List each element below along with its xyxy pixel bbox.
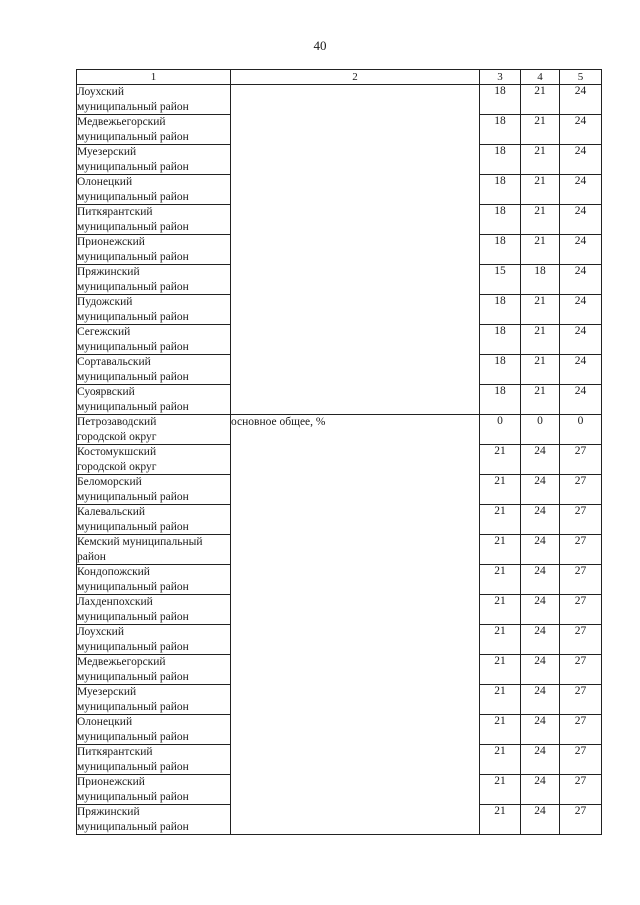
value-cell: 27	[560, 445, 602, 475]
district-name-cell	[77, 775, 231, 805]
district-name-line: муниципальный район	[77, 190, 189, 203]
value-cell: 27	[560, 475, 602, 505]
district-name-line: муниципальный район	[77, 220, 189, 233]
district-name-cell	[77, 715, 231, 745]
value-cell: 18	[480, 145, 521, 175]
value-cell: 18	[480, 205, 521, 235]
category-cell	[231, 85, 480, 415]
column-header: 1	[77, 70, 231, 85]
value-cell: 21	[480, 655, 521, 685]
district-name-line: Петрозаводский	[77, 416, 157, 428]
value-cell: 27	[560, 535, 602, 565]
district-name-line: Лоухский	[77, 86, 124, 98]
district-name-line: муниципальный район	[77, 640, 189, 653]
category-cell: основное общее, %	[231, 415, 480, 835]
value-cell: 21	[521, 355, 560, 385]
district-name-line: Муезерский	[77, 686, 137, 698]
district-name-cell	[77, 685, 231, 715]
column-header: 3	[480, 70, 521, 85]
district-name-cell	[77, 385, 231, 415]
value-cell: 24	[521, 445, 560, 475]
value-cell: 27	[560, 775, 602, 805]
district-name-line: муниципальный район	[77, 520, 189, 533]
district-name-line: муниципальный район	[77, 490, 189, 503]
district-name-cell	[77, 475, 231, 505]
district-name-line: муниципальный район	[77, 790, 189, 803]
value-cell: 21	[521, 385, 560, 415]
value-cell: 18	[480, 175, 521, 205]
value-cell: 21	[480, 685, 521, 715]
value-cell: 27	[560, 745, 602, 775]
value-cell: 24	[560, 175, 602, 205]
value-cell: 21	[480, 565, 521, 595]
district-name-line: Сегежский	[77, 326, 131, 338]
value-cell: 24	[521, 535, 560, 565]
header-row	[77, 70, 602, 85]
district-name-line: муниципальный район	[77, 160, 189, 173]
value-cell: 21	[480, 715, 521, 745]
district-name-line: Беломорский	[77, 476, 142, 488]
value-cell: 24	[560, 265, 602, 295]
district-name-line: Сортавальский	[77, 356, 151, 368]
value-cell: 24	[560, 235, 602, 265]
district-name-line: Олонецкий	[77, 716, 133, 728]
value-cell: 21	[480, 745, 521, 775]
value-cell: 18	[480, 355, 521, 385]
value-cell: 24	[560, 325, 602, 355]
district-name-line: Суоярвский	[77, 386, 135, 398]
district-name-cell	[77, 415, 231, 445]
district-name-line: муниципальный район	[77, 700, 189, 713]
value-cell: 24	[521, 595, 560, 625]
value-cell: 21	[480, 535, 521, 565]
value-cell: 21	[521, 295, 560, 325]
value-cell: 24	[521, 775, 560, 805]
value-cell: 21	[480, 445, 521, 475]
district-name-cell	[77, 445, 231, 475]
value-cell: 27	[560, 805, 602, 835]
district-name-line: муниципальный район	[77, 820, 189, 833]
district-name-line: Прионежский	[77, 236, 145, 248]
district-name-cell	[77, 235, 231, 265]
value-cell: 21	[521, 175, 560, 205]
district-name-line: Пряжинский	[77, 806, 140, 818]
district-name-line: муниципальный район	[77, 250, 189, 263]
data-table	[76, 69, 602, 835]
value-cell: 15	[480, 265, 521, 295]
district-name-cell	[77, 595, 231, 625]
value-cell: 21	[521, 85, 560, 115]
district-name-cell	[77, 535, 231, 565]
value-cell: 18	[480, 295, 521, 325]
district-name-cell	[77, 265, 231, 295]
district-name-cell	[77, 745, 231, 775]
value-cell: 27	[560, 595, 602, 625]
value-cell: 21	[480, 805, 521, 835]
district-name-line: муниципальный район	[77, 280, 189, 293]
table-row	[77, 85, 602, 115]
district-name-cell	[77, 295, 231, 325]
value-cell: 27	[560, 655, 602, 685]
value-cell: 24	[521, 505, 560, 535]
value-cell: 24	[560, 295, 602, 325]
district-name-line: муниципальный район	[77, 370, 189, 383]
value-cell: 27	[560, 565, 602, 595]
value-cell: 18	[480, 85, 521, 115]
district-name-line: муниципальный район	[77, 400, 189, 413]
district-name-line: муниципальный район	[77, 610, 189, 623]
value-cell: 24	[521, 805, 560, 835]
district-name-line: городской округ	[77, 430, 157, 443]
district-name-line: Медвежьегорский	[77, 656, 166, 668]
value-cell: 27	[560, 505, 602, 535]
district-name-line: муниципальный район	[77, 730, 189, 743]
district-name-line: муниципальный район	[77, 580, 189, 593]
value-cell: 24	[521, 475, 560, 505]
district-name-line: муниципальный район	[77, 130, 189, 143]
district-name-cell	[77, 625, 231, 655]
value-cell: 24	[560, 205, 602, 235]
district-name-line: муниципальный район	[77, 100, 189, 113]
district-name-line: городской округ	[77, 460, 157, 473]
district-name-line: Прионежский	[77, 776, 145, 788]
value-cell: 24	[521, 745, 560, 775]
value-cell: 18	[480, 115, 521, 145]
district-name-cell	[77, 325, 231, 355]
value-cell: 18	[480, 325, 521, 355]
value-cell: 21	[521, 115, 560, 145]
district-name-line: Лахденпохский	[77, 596, 153, 608]
district-name-cell	[77, 355, 231, 385]
value-cell: 24	[560, 355, 602, 385]
page-number: 40	[313, 38, 327, 53]
district-name-cell	[77, 805, 231, 835]
value-cell: 24	[521, 685, 560, 715]
value-cell: 24	[521, 625, 560, 655]
table-row	[77, 415, 602, 445]
value-cell: 24	[521, 655, 560, 685]
value-cell: 24	[521, 565, 560, 595]
value-cell: 21	[480, 775, 521, 805]
district-name-line: Кемский муниципальный	[77, 536, 203, 548]
value-cell: 21	[480, 625, 521, 655]
value-cell: 27	[560, 625, 602, 655]
district-name-line: муниципальный район	[77, 310, 189, 323]
value-cell: 18	[480, 385, 521, 415]
column-header: 5	[560, 70, 602, 85]
district-name-line: Пряжинский	[77, 266, 140, 278]
district-name-cell	[77, 505, 231, 535]
district-name-line: Пудожский	[77, 296, 133, 308]
value-cell: 0	[521, 415, 560, 445]
district-name-cell	[77, 205, 231, 235]
district-name-line: Медвежьегорский	[77, 116, 166, 128]
column-header: 4	[521, 70, 560, 85]
value-cell: 21	[521, 205, 560, 235]
district-name-line: район	[77, 550, 106, 563]
district-name-line: Кондопожский	[77, 566, 150, 578]
value-cell: 24	[560, 145, 602, 175]
value-cell: 24	[560, 385, 602, 415]
district-name-line: Калевальский	[77, 506, 146, 518]
value-cell: 0	[560, 415, 602, 445]
district-name-line: муниципальный район	[77, 670, 189, 683]
value-cell: 21	[521, 235, 560, 265]
value-cell: 24	[560, 115, 602, 145]
value-cell: 24	[560, 85, 602, 115]
value-cell: 24	[521, 715, 560, 745]
column-header: 2	[231, 70, 480, 85]
value-cell: 0	[480, 415, 521, 445]
district-name-cell	[77, 565, 231, 595]
value-cell: 18	[480, 235, 521, 265]
value-cell: 21	[480, 475, 521, 505]
value-cell: 27	[560, 685, 602, 715]
district-name-line: Муезерский	[77, 146, 137, 158]
value-cell: 21	[480, 505, 521, 535]
district-name-line: Костомукшский	[77, 446, 157, 458]
district-name-cell	[77, 175, 231, 205]
value-cell: 21	[480, 595, 521, 625]
district-name-line: Питкярантский	[77, 746, 153, 758]
district-name-line: Лоухский	[77, 626, 124, 638]
district-name-cell	[77, 115, 231, 145]
district-name-line: муниципальный район	[77, 340, 189, 353]
value-cell: 18	[521, 265, 560, 295]
district-name-cell	[77, 85, 231, 115]
value-cell: 27	[560, 715, 602, 745]
district-name-cell	[77, 655, 231, 685]
district-name-line: Олонецкий	[77, 176, 133, 188]
district-name-cell	[77, 145, 231, 175]
value-cell: 21	[521, 145, 560, 175]
district-name-line: Питкярантский	[77, 206, 153, 218]
value-cell: 21	[521, 325, 560, 355]
district-name-line: муниципальный район	[77, 760, 189, 773]
